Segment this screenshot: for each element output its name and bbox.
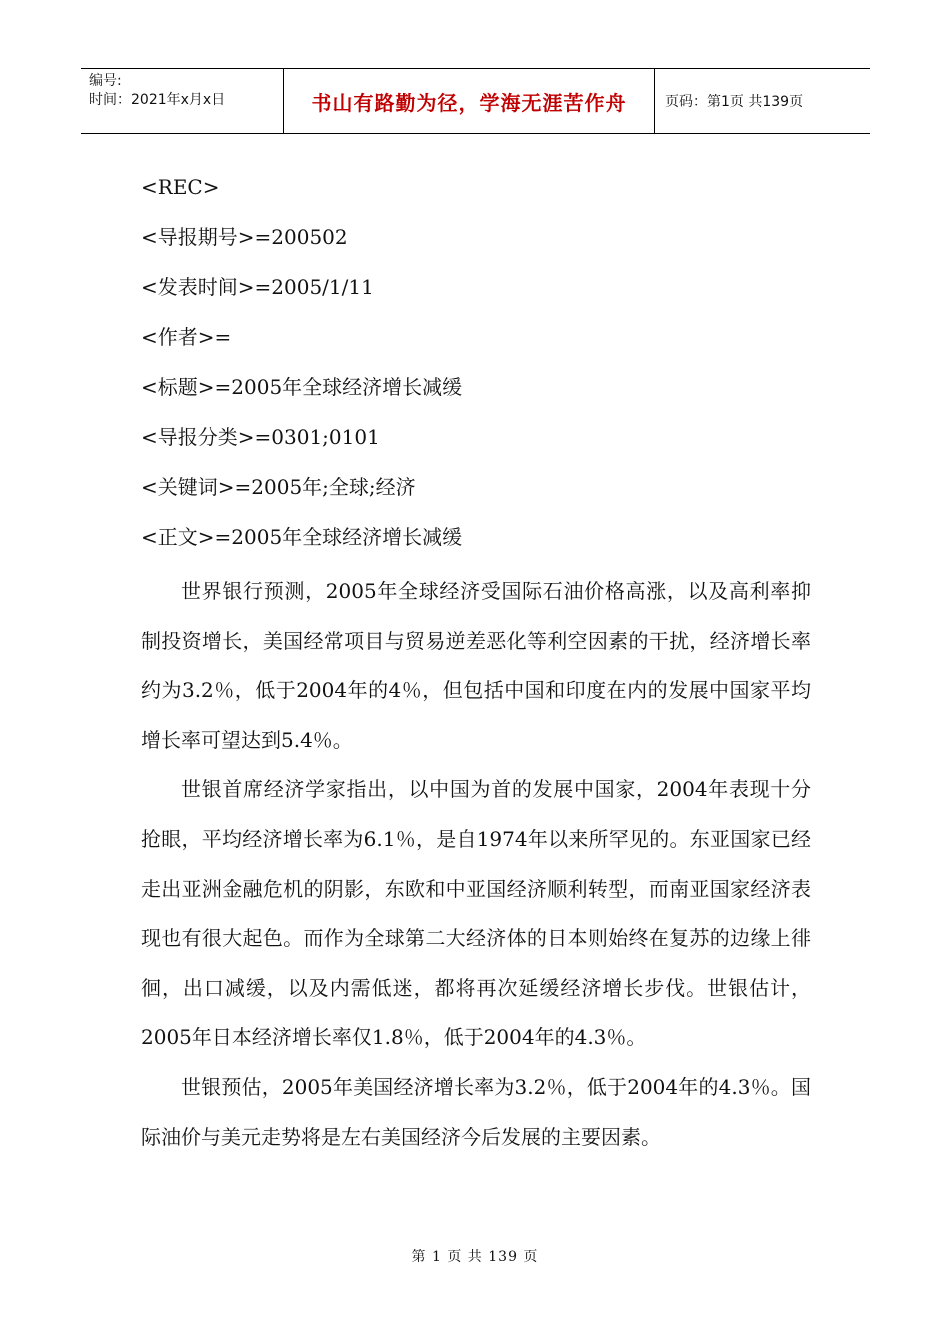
page-header — [81, 68, 870, 134]
field-rec: <REC> — [141, 175, 220, 199]
header-meta — [81, 69, 283, 133]
header-motto: 书山有路勤为径，学海无涯苦作舟 — [311, 90, 627, 115]
field-keywords: <关键词>=2005年;全球;经济 — [141, 475, 416, 499]
field-body-title: <正文>=2005年全球经济增长减缓 — [141, 525, 463, 549]
page-footer: 第 1 页 共 139 页 — [411, 1249, 539, 1265]
body-paragraph-1: 世界银行预测，2005年全球经济受国际石油价格高涨，以及高利率抑制投资增长，美国经常项目与贸易逆差恶化等利空因素的干扰，经济增长率约为3.2％，低于2004年的4％，但包括中国和印度在内的发展中国家平均增长率可望达到5.4％。 — [141, 579, 811, 752]
header-time: 时间：2021年x月x日 — [89, 92, 226, 108]
field-author: <作者>= — [141, 325, 232, 349]
body-paragraph-2: 世银首席经济学家指出，以中国为首的发展中国家，2004年表现十分抢眼，平均经济增长率为6.1％，是自1974年以来所罕见的。东亚国家已经走出亚洲金融危机的阴影，东欧和中亚国经济顺利转型，而南亚国家经济表现也有很大起色。而作为全球第二大经济体的日本则始终在复苏的边缘上徘徊，出口减缓，以及内需低迷，都将再次延缓经济增长步伐。世银估计，2005年日本经济增长率仅1.8％，低于2004年的4.3％。 — [141, 777, 811, 1050]
header-motto-cell — [283, 69, 655, 133]
document-body — [141, 167, 811, 1162]
field-issue: <导报期号>=200502 — [141, 225, 348, 249]
field-title: <标题>=2005年全球经济增长减缓 — [141, 375, 463, 399]
header-number: 编号: — [89, 73, 122, 89]
field-category: <导报分类>=0301;0101 — [141, 425, 380, 449]
header-page-info: 页码：第1页 共139页 — [665, 94, 804, 110]
body-paragraph-3: 世银预估，2005年美国经济增长率为3.2％，低于2004年的4.3％。国际油价与美元走势将是左右美国经济今后发展的主要因素。 — [141, 1074, 811, 1149]
field-publish-date: <发表时间>=2005/1/11 — [141, 275, 374, 299]
